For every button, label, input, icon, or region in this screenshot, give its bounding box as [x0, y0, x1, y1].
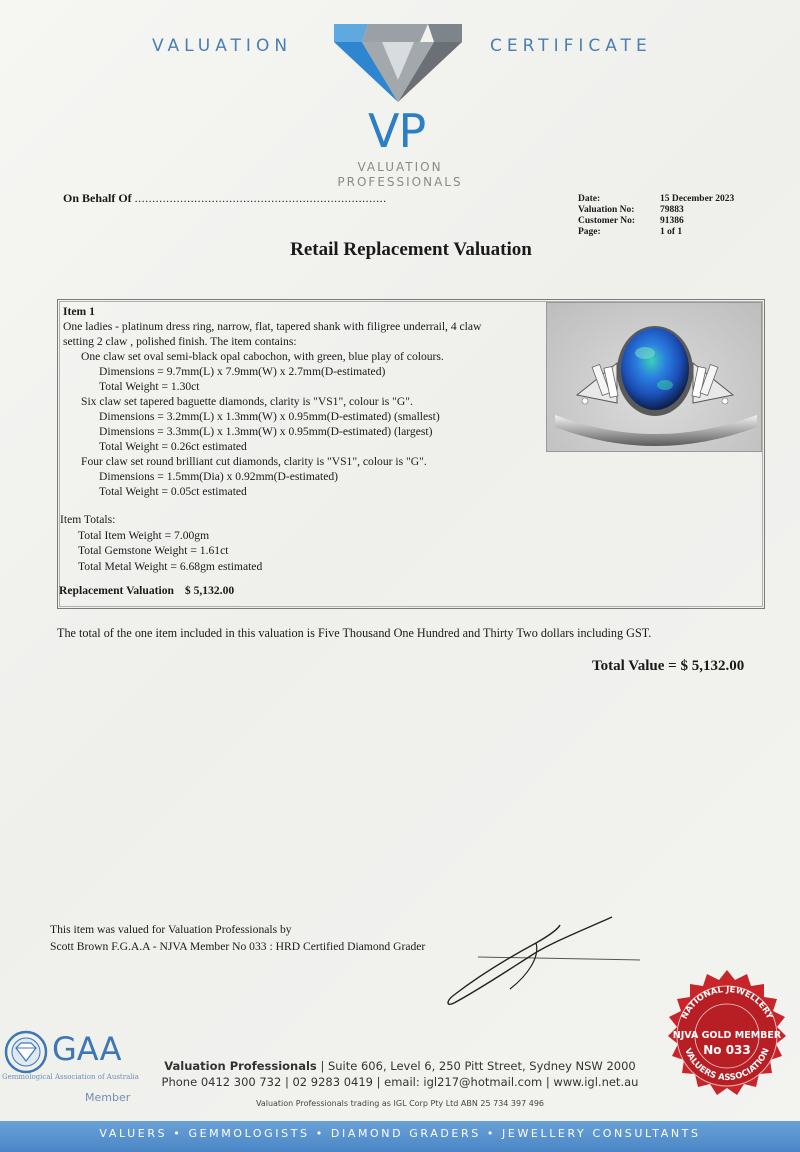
meta-label: Date: — [578, 194, 601, 204]
replacement-valuation — [59, 584, 234, 597]
baguette-dimensions-largest: Dimensions = 3.3mm(L) x 1.3mm(W) x 0.95mm(D-estimated) (largest) — [99, 425, 433, 438]
footer-band-text: VALUERS • GEMMOLOGISTS • DIAMOND GRADERS • JEWELLERY CONSULTANTS — [99, 1127, 701, 1140]
baguette-description: Six claw set tapered baguette diamonds, clarity is "VS1", colour is "G". — [81, 395, 413, 408]
meta-value: 15 December 2023 — [660, 194, 735, 204]
gaa-full-name: Gemmological Association of Australia — [2, 1073, 139, 1081]
gaa-logo-icon — [4, 1030, 48, 1074]
on-behalf-label: On Behalf Of — [63, 191, 132, 205]
footer-contact: Phone 0412 300 732 | 02 9283 0419 | email: igl217@hotmail.com | www.igl.net.au — [161, 1075, 639, 1089]
meta-label: Valuation No: — [578, 205, 635, 215]
meta-value: 1 of 1 — [660, 227, 683, 237]
total-value: Total Value = $ 5,132.00 — [592, 658, 745, 674]
total-item-weight: Total Item Weight = 7.00gm — [78, 528, 210, 542]
gaa-member: Member — [85, 1091, 131, 1104]
on-behalf-of — [63, 191, 387, 206]
meta-date — [578, 194, 734, 205]
logo-line1: VALUATION — [357, 160, 443, 174]
njva-seal-icon — [656, 968, 798, 1110]
valuation-summary: The total of the one item included in this valuation is Five Thousand One Hundred and Thirty Two dollars including GST. — [57, 626, 652, 640]
item-line: setting 2 claw , polished finish. The item contains: — [63, 335, 297, 348]
logo-initials: VP — [368, 104, 426, 158]
total-gemstone-weight: Total Gemstone Weight = 1.61ct — [78, 544, 229, 557]
ring-photo — [546, 302, 762, 452]
page-title: Retail Replacement Valuation — [290, 239, 532, 260]
opal-description: One claw set oval semi-black opal cabochon, with green, blue play of colours. — [81, 350, 444, 363]
signer-line2: Scott Brown F.G.A.A - NJVA Member No 033 : HRD Certified Diamond Grader — [50, 940, 426, 953]
baguette-dimensions-smallest: Dimensions = 3.2mm(L) x 1.3mm(W) x 0.95mm(D-estimated) (smallest) — [99, 410, 440, 423]
footer-trading: Valuation Professionals trading as IGL Corp Pty Ltd ABN 25 734 397 496 — [255, 1099, 545, 1108]
signature-image — [440, 905, 660, 1015]
meta-label: Customer No: — [578, 216, 636, 226]
seal-line2: No 033 — [703, 1043, 751, 1057]
seal-top-text: NATIONAL JEWELLERY — [679, 984, 775, 1021]
round-dimensions: Dimensions = 1.5mm(Dia) x 0.92mm(D-estimated) — [99, 470, 339, 483]
gaa-name: GAA — [52, 1030, 122, 1068]
total-metal-weight: Total Metal Weight = 6.68gm estimated — [78, 559, 263, 573]
meta-value: 91386 — [660, 216, 684, 226]
baguette-weight: Total Weight = 0.26ct estimated — [99, 440, 247, 453]
seal-line1: NJVA GOLD MEMBER — [672, 1030, 782, 1041]
signer-line1: This item was valued for Valuation Professionals by — [50, 923, 292, 936]
round-description: Four claw set round brilliant cut diamonds, clarity is "VS1", colour is "G". — [81, 455, 427, 468]
replacement-label: Replacement Valuation — [59, 584, 174, 597]
diamond-logo-icon — [328, 18, 468, 106]
opal-weight: Total Weight = 1.30ct — [99, 380, 200, 393]
totals-heading: Item Totals: — [60, 513, 116, 526]
signer-block — [50, 921, 425, 955]
on-behalf-dots: ........................................................................ — [134, 191, 387, 205]
meta-page — [578, 227, 734, 238]
ring-image — [547, 303, 762, 452]
footer-address — [150, 1059, 650, 1073]
certificate-meta — [578, 194, 734, 238]
item-heading: Item 1 — [63, 305, 95, 318]
logo-line2: PROFESSIONALS — [337, 175, 463, 189]
item-description — [63, 304, 543, 499]
item-line: One ladies - platinum dress ring, narrow, flat, tapered shank with filigree underrail, 4 claw — [63, 320, 482, 333]
meta-label: Page: — [578, 227, 601, 237]
header-right-word: CERTIFICATE — [490, 36, 652, 56]
footer-address-text: | Suite 606, Level 6, 250 Pitt Street, Sydney NSW 2000 — [320, 1059, 636, 1073]
replacement-value: $ 5,132.00 — [184, 584, 235, 597]
header-left-word: VALUATION — [152, 36, 293, 56]
meta-valuation-no — [578, 205, 734, 216]
meta-value: 79883 — [660, 205, 684, 215]
footer-company: Valuation Professionals — [164, 1059, 317, 1073]
opal-dimensions: Dimensions = 9.7mm(L) x 7.9mm(W) x 2.7mm(D-estimated) — [99, 365, 386, 378]
item-totals — [60, 512, 262, 574]
seal-bottom-text: VALUERS ASSOCIATION — [682, 1046, 772, 1084]
round-weight: Total Weight = 0.05ct estimated — [99, 485, 247, 498]
meta-customer-no — [578, 216, 734, 227]
